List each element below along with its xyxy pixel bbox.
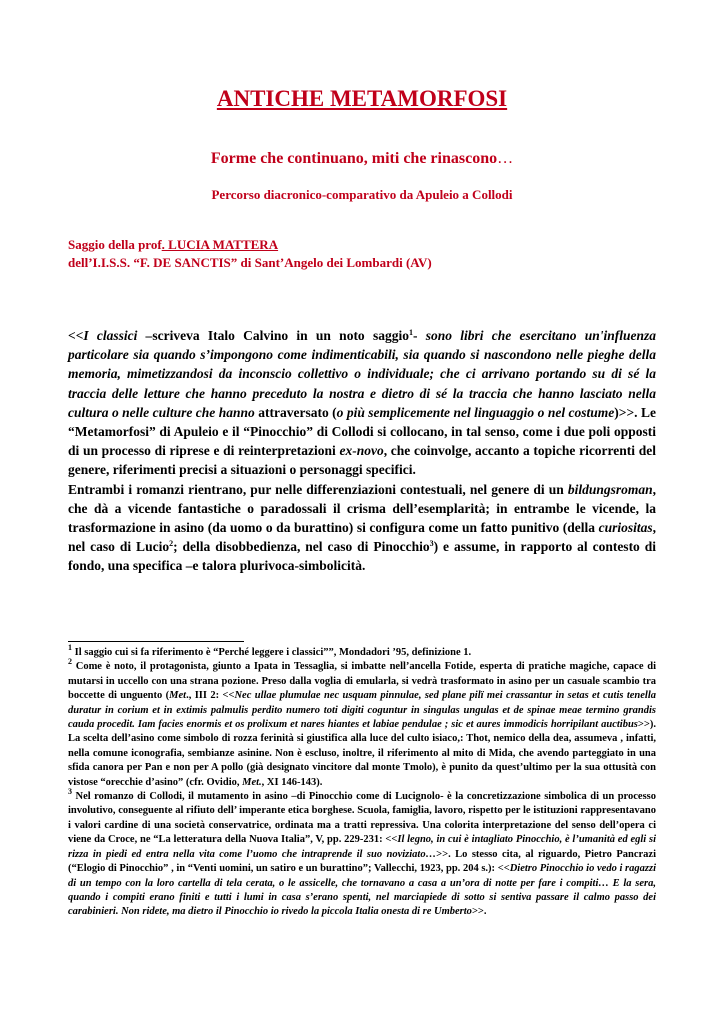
footnote-ref-2[interactable]: 2 (169, 539, 174, 549)
paragraph-2 (68, 480, 656, 576)
subtitle-text: Forme che continuano, miti che rinascono (210, 150, 498, 167)
p1-s11: , che coinvolge, accanto a topiche ricorrenti del genere, riferimenti precisi a situazioni o personaggi specifici. (68, 443, 656, 478)
fn3-s1: Nel romanzo di Collodi, il mutamento in asino –di Pinocchio come di Lucignolo- è la concretizzazione simbolica di un processo involutivo, conseguente al rifiuto dell’ imperante etica borghese. Scuola, famiglia, lavoro, rispetto per le istituzioni rappresentavano i valori cardine di una società conservatrice, ordinata ma a tratti repressiva. Una colorita interpretazione del senso dell’opera ci viene da Croce, ne “La letteratura della Nuova Italia”, V, pp. 229-231: << (68, 791, 656, 846)
fn3-s5: >>. (471, 906, 487, 918)
main-text (68, 326, 656, 576)
fn3-s4: Dietro Pinocchio io vedo i ragazzi di un tempo con la loro cartella di tela cerata, o le assicelle, che tornavano a casa a un’ora di notte per fare i compiti… E la sera, quando i compiti erano finiti e tutti i lumi in casa s’erano spenti, nel marciapiede di sotto si sentiva passare il calmo passo dei carabinieri. Non ridete, ma dietro il Pinocchio io rivedo la piccola Italia onesta di re Umberto (68, 863, 656, 918)
p1-s10: ex-novo (339, 443, 384, 459)
footnote-separator (68, 641, 244, 642)
paragraph-1 (68, 326, 656, 480)
p2-s2: bildungsroman (567, 481, 653, 497)
footnote-3-number: 3 (68, 787, 72, 797)
p2-s7: ; della disobbedienza, nel caso di Pinocchio (173, 539, 430, 555)
p2-s4: curiositas (598, 520, 653, 536)
author-block (68, 236, 432, 272)
p1-s3: scriveva Italo Calvino in un noto saggio (152, 328, 409, 343)
author-line (68, 236, 432, 254)
subtitle-ellipsis: … (497, 150, 514, 167)
document-title: ANTICHE METAMORFOSI (216, 86, 508, 111)
footnote-3 (68, 787, 656, 920)
fn2-s7: , XI 146-143). (261, 776, 323, 788)
footnote-ref-3[interactable]: 3 (429, 539, 434, 549)
footnote-2 (68, 657, 656, 790)
fn3-s2: Il legno, in cui è intagliato Pinocchio, è l’umanità ed egli si rizza in piedi ed entra nella vita come l’uomo che intraprende il suo noviziato… (68, 834, 656, 860)
author-school: dell’I.I.S.S. “F. DE SANCTIS” di Sant’Angelo dei Lombardi (AV) (68, 255, 432, 270)
document-subtitle (0, 150, 724, 168)
footnote-2-number: 2 (68, 657, 72, 667)
fn2-s6: Met. (242, 776, 262, 788)
p1-s2: I classici – (83, 328, 153, 343)
p1-s8: o più semplicemente nel linguaggio o nel costume (336, 404, 615, 420)
p1-s9: )>>. Le “Metamorfosi” di Apuleio e il “Pinocchio” di Collodi si collocano, in tal senso, come i due poli opposti di un processo di riprese e di reinterpretazioni (68, 404, 656, 459)
footnote-1-number: 1 (68, 643, 72, 652)
fn3-s3: >>. Lo stesso cita, al riguardo, Pietro Pancrazi (“Elogio di Pinocchio” , in “Venti uomini, un satiro e un burattino”; Vallecchi, 1923, pp. 204 s.): << (68, 848, 656, 875)
p2-s5: , nel caso di Lucio (68, 520, 656, 555)
author-name: . LUCIA MATTERA (161, 237, 279, 252)
p1-s6: sono libri che esercitano un'influenza particolare sia quando s’impongono come indimenticabili, sia quando si nascondono nelle pieghe della memoria, mimetizzandosi da inconscio collettivo o individuale; che ci arrivano portando su di sé la traccia delle letture che hanno preceduto la nostra e dietro di sé la traccia che hanno lasciato nella cultura o nelle culture che hanno (68, 328, 656, 420)
p2-s3: , che dà a vicende fantastiche o paradossali il crisma dell’esemplarità; in entrambe le vicende, la trasformazione in asino (da uomo o da burattino) si configura come un fatto punitivo (della (68, 481, 656, 536)
p2-s1: Entrambi i romanzi rientrano, pur nelle differenziazioni contestuali, nel genere di un (68, 481, 568, 497)
fn2-s4: Nec ullae plumulae nec usquam pinnulae, sed plane pilï mei crassantur in setas et cutis tenella duratur in corium et in extimis palmulis perdito numero toti digiti coguntur in singulas ungulas et de spinae meae termino grandis cauda procedit. Iam facies enormis et os prolixum et nares hiantes et labiae pendulae ; sic et aures immodicis horripilant auctibus (68, 690, 656, 731)
fn2-s5: >>). La scelta dell’asino come simbolo di rozza ferinità si giustifica alla luce del culto isiaco,: Thot, nemico della dea, assumeva , infatti, nella comune iconografia, sembianze asinine. Non è escluso, inoltre, il riferimento al mito di Mida, che avendo parteggiato in una sfida canora per Pan e non per A pollo (già designato vincitore dal monte Tmolo), è punito da quest’ultimo per la sua ottusità con vistose “orecchie d’asino” (cfr. Ovidio, (68, 719, 656, 788)
author-prefix: Saggio della prof (68, 237, 162, 252)
p2-s9: ) e assume, in rapporto al contesto di fondo, una specifica –e talora plurivoca-simbolicità. (68, 539, 657, 574)
fn2-s2: Met (169, 690, 187, 702)
fn2-s3: ., III 2: << (186, 690, 235, 702)
p1-s1: << (68, 328, 84, 343)
footnotes (68, 643, 656, 920)
fn2-s1: Come è noto, il protagonista, giunto a Ipata in Tessaglia, si imbatte nell’ancella Fotide, esperta di pratiche magiche, capace di mutarsi in uccello con una strana pozione. Preso dalla voglia di emularla, si vedrà trasformato in asino per un casuale scambio tra boccette di unguento ( (68, 661, 656, 702)
p1-s7: attraversato ( (254, 404, 337, 420)
footnote-1-text: Il saggio cui si fa riferimento è “Perché leggere i classici””, Mondadori ’95, definizione 1. (72, 647, 472, 658)
footnote-1 (68, 643, 656, 660)
document-tagline: Percorso diacronico-comparativo da Apuleio a Collodi (211, 187, 513, 202)
footnote-ref-1[interactable]: 1 (408, 328, 413, 337)
p1-s5: - (412, 328, 426, 343)
